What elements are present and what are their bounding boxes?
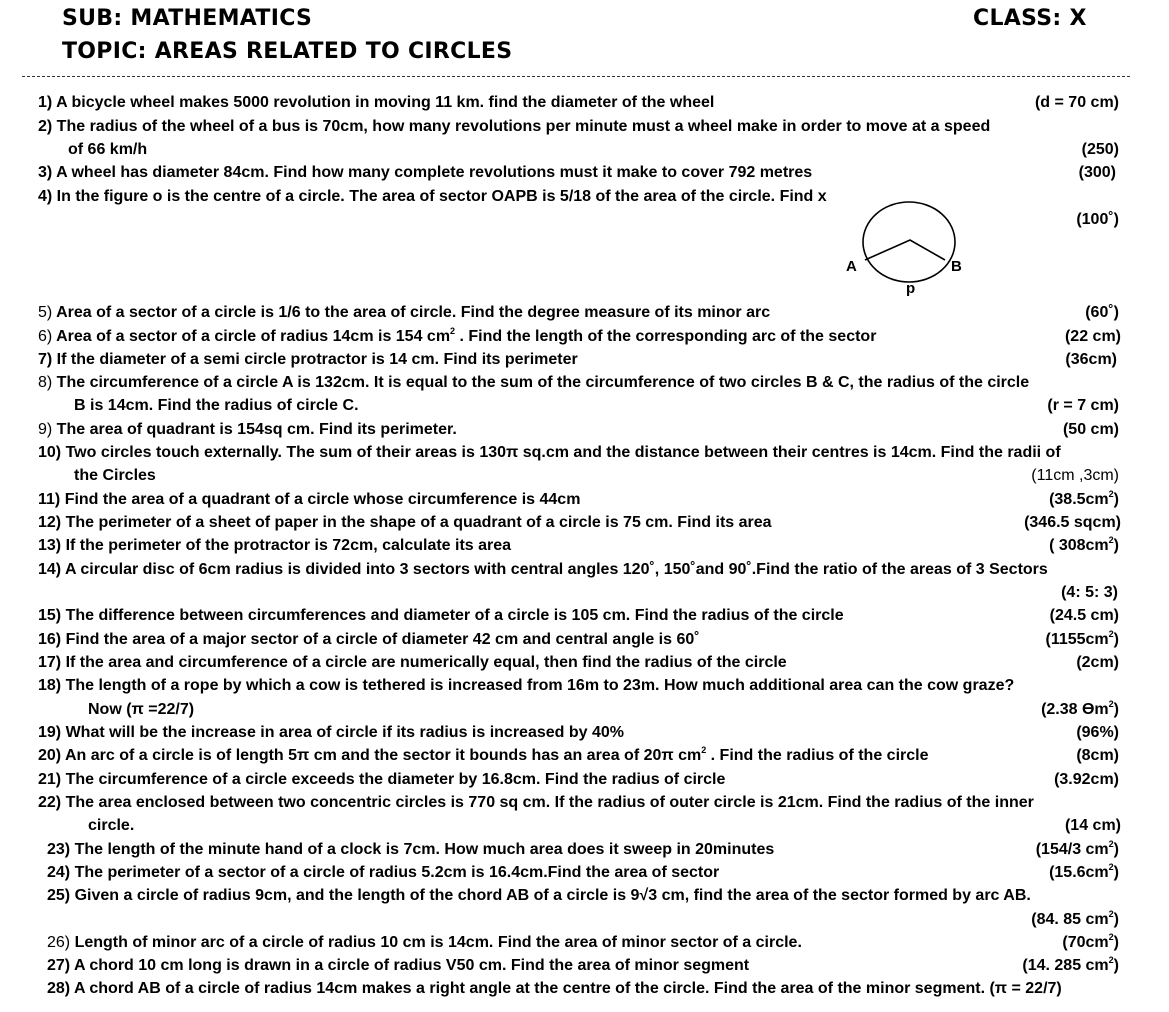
- answer-27-sup: 2: [1108, 955, 1114, 965]
- question-12: 12) The perimeter of a sheet of paper in the shape of a quadrant of a circle is 75 cm. Find its area: [38, 514, 772, 531]
- answer-25-sup: 2: [1108, 909, 1114, 919]
- answer-22: (14 cm): [1064, 817, 1121, 834]
- answer-23: [1036, 840, 1119, 860]
- question-20: [38, 746, 928, 766]
- topic-heading: TOPIC: AREAS RELATED TO CIRCLES: [62, 39, 513, 64]
- question-2-cont: of 66 km/h: [68, 141, 148, 158]
- answer-16-value: (1155cm: [1045, 631, 1109, 648]
- answer-23-close: ): [1113, 841, 1119, 858]
- answer-16: [1045, 630, 1119, 650]
- question-21: 21) The circumference of a circle exceeds the diameter by 16.8cm. Find the radius of circle: [38, 771, 726, 788]
- answer-10: (11cm ,3cm): [1031, 467, 1119, 484]
- question-17: 17) If the area and circumference of a circle are numerically equal, then find the radius of the circle: [38, 654, 787, 671]
- question-6-number: 6): [38, 328, 53, 345]
- answer-12: (346.5 sqcm): [1024, 514, 1121, 531]
- answer-18-value: (2.38 Өm: [1041, 701, 1109, 718]
- question-7: 7) If the diameter of a semi circle protractor is 14 cm. Find its perimeter: [38, 351, 578, 368]
- answer-3: (300): [1078, 164, 1116, 181]
- answer-16-close: ): [1113, 631, 1119, 648]
- answer-23-value: (154/3 cm: [1035, 841, 1109, 858]
- figure-label-b: B: [951, 258, 962, 275]
- answer-18: [1041, 700, 1119, 720]
- answer-9: (50 cm): [1062, 421, 1119, 438]
- answer-18-close: ): [1113, 701, 1119, 718]
- answer-2: (250): [1081, 141, 1119, 158]
- question-24: 24) The perimeter of a sector of a circle of radius 5.2cm is 16.4cm.Find the area of sector: [47, 864, 720, 881]
- answer-13-close: ): [1113, 537, 1119, 554]
- question-26-number: 26): [47, 934, 71, 951]
- answer-11-value: (38.5cm: [1049, 491, 1109, 508]
- answer-18-sup: 2: [1108, 699, 1114, 709]
- question-19: 19) What will be the increase in area of circle if its radius is increased by 40%: [38, 724, 625, 741]
- question-5-number: 5): [38, 304, 53, 321]
- answer-11-sup: 2: [1108, 489, 1114, 499]
- class-heading: CLASS: X: [973, 6, 1087, 31]
- answer-26: [1062, 933, 1119, 953]
- answer-6: (22 cm): [1064, 328, 1121, 345]
- question-20-text-after: . Find the radius of the circle: [706, 747, 929, 764]
- answer-24: [1049, 863, 1119, 883]
- question-5-text: Area of a sector of a circle is 1/6 to the area of circle. Find the degree measure of its minor arc: [52, 304, 771, 321]
- answer-21: (3.92cm): [1054, 771, 1119, 788]
- question-23: 23) The length of the minute hand of a clock is 7cm. How much area does it sweep in 20minutes: [47, 841, 775, 858]
- question-25: 25) Given a circle of radius 9cm, and the length of the chord AB of a circle is 9√3 cm, find the area of the sector formed by arc AB.: [47, 887, 1031, 904]
- question-14: 14) A circular disc of 6cm radius is divided into 3 sectors with central angles 120˚, 150˚and 90˚.Find the ratio of the areas of 3 Sectors: [38, 561, 1048, 578]
- question-6-text-after: . Find the length of the corresponding arc of the sector: [455, 328, 877, 345]
- question-9-text: The area of quadrant is 154sq cm. Find its perimeter.: [52, 421, 457, 438]
- question-10-cont: the Circles: [74, 467, 156, 484]
- answer-26-sup: 2: [1108, 932, 1114, 942]
- question-1: 1) A bicycle wheel makes 5000 revolution in moving 11 km. find the diameter of the wheel: [38, 94, 715, 111]
- answer-27-close: ): [1113, 957, 1119, 974]
- circle-sector-figure: [835, 196, 965, 296]
- question-22: 22) The area enclosed between two concentric circles is 770 sq cm. If the radius of outer circle is 21cm. Find the radius of the inner: [38, 794, 1034, 811]
- answer-24-close: ): [1113, 864, 1119, 881]
- question-20-text: 20) An arc of a circle is of length 5π cm and the sector it bounds has an area of 20π cm: [38, 747, 702, 764]
- answer-5: (60˚): [1085, 304, 1119, 321]
- answer-17: (2cm): [1076, 654, 1119, 671]
- answer-20: (8cm): [1076, 747, 1119, 764]
- question-6-text: Area of a sector of a circle of radius 14cm is 154 cm: [52, 328, 451, 345]
- answer-7: (36cm): [1065, 351, 1117, 368]
- question-8-cont: B is 14cm. Find the radius of circle C.: [74, 397, 359, 414]
- answer-24-value: (15.6cm: [1049, 864, 1109, 881]
- question-26-text: Length of minor arc of a circle of radius 10 cm is 14cm. Find the area of minor sector of a circle.: [70, 934, 802, 951]
- answer-23-sup: 2: [1108, 839, 1114, 849]
- question-8-text: The circumference of a circle A is 132cm. It is equal to the sum of the circumference of two circles B & C, the radius of the circle: [52, 374, 1030, 391]
- answer-25-close: ): [1113, 911, 1119, 928]
- question-4: 4) In the figure o is the centre of a circle. The area of sector OAPB is 5/18 of the area of the circle. Find x: [38, 188, 827, 205]
- answer-15: (24.5 cm): [1049, 607, 1119, 624]
- answer-14: (4: 5: 3): [1061, 584, 1118, 601]
- question-6-sup: 2: [450, 326, 456, 336]
- question-8-number: 8): [38, 374, 53, 391]
- answer-1: (d = 70 cm): [1034, 94, 1119, 111]
- question-27: 27) A chord 10 cm long is drawn in a circle of radius V50 cm. Find the area of minor segment: [47, 957, 750, 974]
- answer-13-value: ( 308cm: [1049, 537, 1109, 554]
- answer-27: [1022, 956, 1119, 976]
- question-2: 2) The radius of the wheel of a bus is 70cm, how many revolutions per minute must a wheel make in order to move at a speed: [38, 118, 991, 135]
- answer-16-sup: 2: [1108, 629, 1114, 639]
- question-8: [38, 373, 1029, 393]
- answer-11-close: ): [1113, 491, 1119, 508]
- question-22-cont: circle.: [88, 817, 135, 834]
- answer-4: (100˚): [1076, 211, 1119, 228]
- answer-25-value: (84. 85 cm: [1031, 911, 1109, 928]
- answer-19: (96%): [1076, 724, 1119, 741]
- question-18-cont: Now (π =22/7): [88, 701, 195, 718]
- question-15: 15) The difference between circumferences and diameter of a circle is 105 cm. Find the radius of the circle: [38, 607, 844, 624]
- answer-13: [1049, 536, 1119, 556]
- question-20-sup: 2: [701, 745, 707, 755]
- question-9: [38, 420, 457, 440]
- question-9-number: 9): [38, 421, 53, 438]
- question-28: 28) A chord AB of a circle of radius 14cm makes a right angle at the centre of the circle. Find the area of the minor segment. (π = 22/7): [47, 980, 1062, 997]
- question-13: 13) If the perimeter of the protractor is 72cm, calculate its area: [38, 537, 512, 554]
- answer-11: [1049, 490, 1119, 510]
- question-16: 16) Find the area of a major sector of a circle of diameter 42 cm and central angle is 60˚: [38, 631, 700, 648]
- dashed-divider: [22, 76, 1130, 77]
- answer-8: (r = 7 cm): [1047, 397, 1119, 414]
- answer-26-value: (70cm: [1062, 934, 1109, 951]
- subject-heading: SUB: MATHEMATICS: [62, 6, 313, 31]
- figure-label-p: p: [906, 280, 916, 297]
- question-18: 18) The length of a rope by which a cow is tethered is increased from 16m to 23m. How much additional area can the cow graze?: [38, 677, 1015, 694]
- answer-27-value: (14. 285 cm: [1022, 957, 1109, 974]
- question-26: [47, 933, 802, 953]
- figure-label-a: A: [846, 258, 857, 275]
- answer-26-close: ): [1113, 934, 1119, 951]
- question-10: 10) Two circles touch externally. The sum of their areas is 130π sq.cm and the distance between their centres is 14cm. Find the radii of: [38, 444, 1061, 461]
- question-11: 11) Find the area of a quadrant of a circle whose circumference is 44cm: [38, 491, 581, 508]
- question-5: [38, 303, 770, 323]
- question-6: [38, 327, 876, 347]
- question-3: 3) A wheel has diameter 84cm. Find how many complete revolutions must it make to cover 792 metres: [38, 164, 813, 181]
- answer-13-sup: 2: [1108, 535, 1114, 545]
- answer-25: [1031, 910, 1119, 930]
- answer-24-sup: 2: [1108, 862, 1114, 872]
